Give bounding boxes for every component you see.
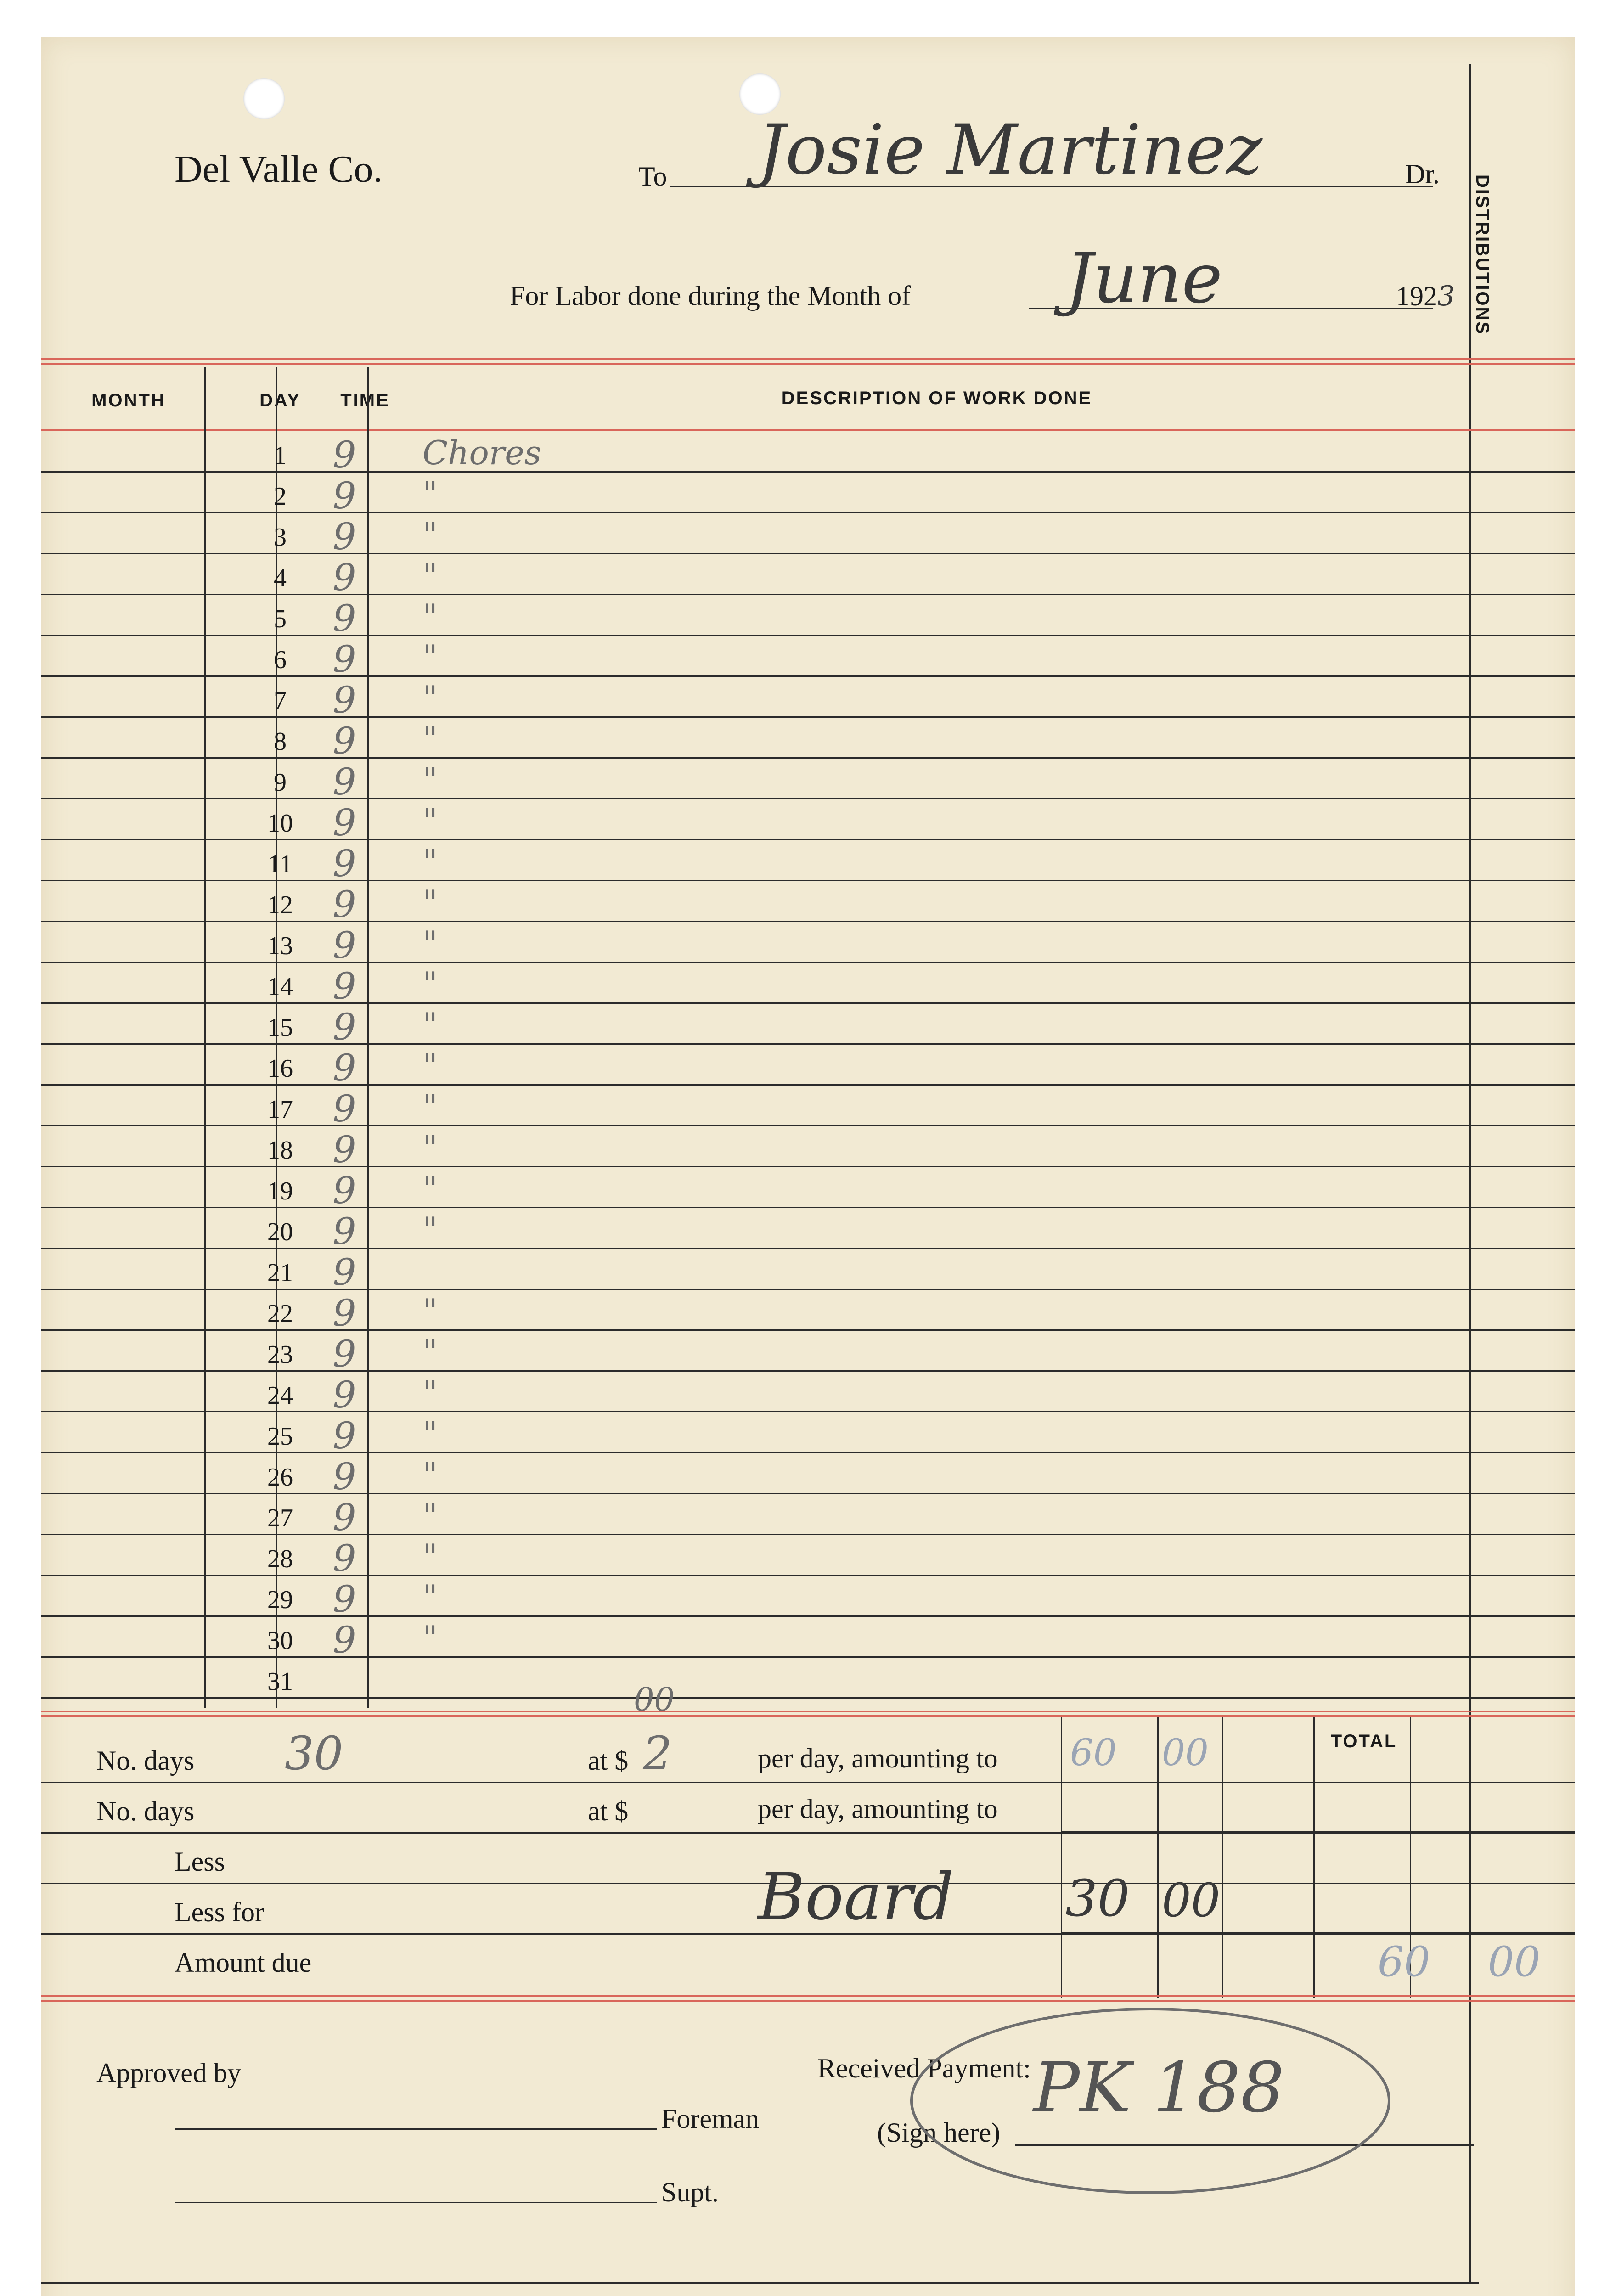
total-label: TOTAL xyxy=(1330,1731,1397,1751)
day-number: 10 xyxy=(267,809,293,838)
time-value[interactable]: 9 xyxy=(332,1128,356,1171)
day-number: 16 xyxy=(267,1054,293,1083)
punch-hole xyxy=(739,73,781,115)
work-description[interactable]: " xyxy=(422,801,438,840)
time-value[interactable]: 9 xyxy=(332,1455,356,1498)
day-number: 5 xyxy=(274,605,287,633)
work-description[interactable]: " xyxy=(422,556,438,595)
time-value[interactable]: 9 xyxy=(332,1292,356,1334)
foreman-label: Foreman xyxy=(661,2104,760,2134)
day-number: 20 xyxy=(267,1218,293,1246)
table-row xyxy=(41,1290,1511,1334)
table-row xyxy=(41,473,1511,517)
table-row xyxy=(41,881,1511,926)
work-description[interactable]: " xyxy=(422,720,438,758)
time-value[interactable]: 9 xyxy=(332,1578,356,1621)
time-value[interactable]: 9 xyxy=(332,801,356,844)
table-row xyxy=(41,799,1511,844)
at-label-2: at $ xyxy=(588,1796,629,1826)
table-row xyxy=(41,1494,1511,1539)
rate-cents[interactable]: 00 xyxy=(634,1681,675,1718)
day-number: 9 xyxy=(274,768,287,797)
time-value[interactable]: 9 xyxy=(332,965,356,1007)
time-value[interactable]: 9 xyxy=(332,1333,356,1375)
work-description[interactable]: " xyxy=(422,638,438,676)
dollars-divider xyxy=(1061,1717,1062,1998)
table-row xyxy=(41,840,1511,885)
day-number: 1 xyxy=(274,441,287,470)
day-number: 3 xyxy=(274,523,287,551)
table-row xyxy=(41,595,1511,640)
work-description[interactable]: " xyxy=(422,1537,438,1576)
less-label: Less xyxy=(175,1846,225,1877)
day-number: 30 xyxy=(267,1626,293,1655)
time-value[interactable]: 9 xyxy=(332,842,356,885)
table-row xyxy=(41,513,1511,558)
day-number: 23 xyxy=(267,1340,293,1369)
work-description[interactable]: " xyxy=(422,1169,438,1208)
no-days-label: No. days xyxy=(96,1745,195,1776)
day-number: 12 xyxy=(267,891,293,919)
day-number: 11 xyxy=(268,850,293,878)
day-number: 15 xyxy=(267,1013,293,1042)
work-description[interactable]: " xyxy=(422,1578,438,1616)
amount-due-dollars[interactable]: 60 xyxy=(1378,1938,1430,1986)
day-number: 14 xyxy=(267,973,293,1001)
less-for-item[interactable]: Board xyxy=(758,1860,954,1935)
table-row xyxy=(41,1167,1511,1212)
per-day-label: per day, amounting to xyxy=(758,1743,998,1773)
total-divider xyxy=(1313,1717,1315,1998)
table-row xyxy=(41,1086,1511,1130)
time-value[interactable]: 9 xyxy=(332,597,356,640)
day-rows xyxy=(41,432,1575,1708)
supt-line[interactable] xyxy=(175,2202,657,2203)
per-day-label-2: per day, amounting to xyxy=(758,1794,998,1824)
row-rule xyxy=(41,1697,1575,1699)
day-number: 19 xyxy=(267,1177,293,1205)
rate-value[interactable]: 2 xyxy=(643,1727,672,1780)
time-value[interactable]: 9 xyxy=(332,1047,356,1089)
punch-hole xyxy=(243,78,285,119)
col-day: DAY xyxy=(259,390,301,411)
payee-name[interactable]: Josie Martinez xyxy=(758,110,1263,190)
time-value[interactable]: 9 xyxy=(332,760,356,803)
time-value[interactable]: 9 xyxy=(332,679,356,721)
day-number: 27 xyxy=(267,1504,293,1532)
cents-divider xyxy=(1157,1717,1159,1998)
day-number: 26 xyxy=(267,1463,293,1491)
amount-dollars[interactable]: 60 xyxy=(1070,1731,1117,1774)
day-number: 25 xyxy=(267,1422,293,1451)
to-label: To xyxy=(638,161,667,191)
work-description[interactable]: " xyxy=(422,1414,438,1453)
table-row xyxy=(41,963,1511,1007)
table-row xyxy=(41,636,1511,681)
time-value[interactable]: 9 xyxy=(332,1537,356,1580)
distributions-label: DISTRIBUTIONS xyxy=(1472,174,1492,336)
time-value[interactable]: 9 xyxy=(332,638,356,681)
time-value[interactable]: 9 xyxy=(332,1251,356,1294)
table-row xyxy=(41,1208,1511,1253)
day-number: 22 xyxy=(267,1300,293,1328)
less-for-cents[interactable]: 00 xyxy=(1162,1874,1221,1927)
work-description[interactable]: " xyxy=(422,1087,438,1126)
time-value[interactable]: 9 xyxy=(332,1087,356,1130)
col-time: TIME xyxy=(340,390,390,411)
less-for-label: Less for xyxy=(175,1897,264,1927)
table-row xyxy=(41,1453,1511,1498)
day-number: 21 xyxy=(267,1259,293,1287)
work-description[interactable]: " xyxy=(422,679,438,717)
at-label: at $ xyxy=(588,1745,629,1776)
day-number: 13 xyxy=(267,932,293,960)
signature-mark[interactable]: PK 188 xyxy=(1033,2048,1284,2128)
work-description[interactable]: " xyxy=(422,883,438,922)
work-description[interactable]: " xyxy=(422,842,438,881)
time-value[interactable]: 9 xyxy=(332,556,356,599)
day-number: 31 xyxy=(267,1667,293,1696)
table-row xyxy=(41,922,1511,967)
year-field xyxy=(1396,280,1455,312)
work-description[interactable]: " xyxy=(422,515,438,554)
table-row xyxy=(41,554,1511,599)
work-description[interactable]: " xyxy=(422,474,438,513)
work-description[interactable]: " xyxy=(422,1455,438,1494)
work-description[interactable]: " xyxy=(422,1128,438,1167)
form-bottom-rule xyxy=(41,2282,1479,2284)
time-value[interactable]: 9 xyxy=(332,883,356,926)
days-value[interactable]: 30 xyxy=(285,1727,343,1780)
work-description[interactable]: Chores xyxy=(422,433,541,472)
year-prefix: 192 xyxy=(1396,281,1437,311)
time-value[interactable]: 9 xyxy=(332,433,356,476)
table-row xyxy=(41,759,1511,803)
time-value[interactable]: 9 xyxy=(332,515,356,558)
day-number: 2 xyxy=(274,482,287,511)
payroll-form xyxy=(41,37,1575,2296)
work-description[interactable]: " xyxy=(422,1373,438,1412)
amount-due-label: Amount due xyxy=(175,1947,312,1978)
table-row xyxy=(41,1004,1511,1048)
amount-cents[interactable]: 00 xyxy=(1162,1731,1209,1774)
work-description[interactable]: " xyxy=(422,1333,438,1371)
time-value[interactable]: 9 xyxy=(332,720,356,762)
work-description[interactable]: " xyxy=(422,1047,438,1085)
work-description[interactable]: " xyxy=(422,1006,438,1044)
time-value[interactable]: 9 xyxy=(332,1414,356,1457)
less-for-dollars[interactable]: 30 xyxy=(1065,1869,1130,1928)
col-description: DESCRIPTION OF WORK DONE xyxy=(781,388,1092,408)
day-number: 17 xyxy=(267,1095,293,1124)
table-row xyxy=(41,1576,1511,1621)
table-row xyxy=(41,1126,1511,1171)
table-row xyxy=(41,677,1511,721)
day-number: 24 xyxy=(267,1381,293,1410)
supt-label: Supt. xyxy=(661,2177,719,2207)
day-number: 18 xyxy=(267,1136,293,1165)
table-row xyxy=(41,1658,1511,1699)
time-value[interactable]: 9 xyxy=(332,1619,356,1661)
time-value[interactable]: 9 xyxy=(332,1169,356,1212)
summary-bottom-rule xyxy=(41,1995,1575,1997)
table-row xyxy=(41,1045,1511,1089)
table-row xyxy=(41,1249,1511,1294)
day-number: 4 xyxy=(274,564,287,592)
day-number: 8 xyxy=(274,727,287,756)
summary-top-rule xyxy=(41,1711,1575,1712)
work-description[interactable]: " xyxy=(422,760,438,799)
time-value[interactable]: 9 xyxy=(332,1006,356,1048)
table-row xyxy=(41,1617,1511,1661)
table-row xyxy=(41,1535,1511,1580)
work-description[interactable]: " xyxy=(422,1292,438,1330)
month-value[interactable]: June xyxy=(1065,239,1223,319)
work-description[interactable]: " xyxy=(422,965,438,1003)
foreman-line[interactable] xyxy=(175,2128,657,2130)
year-suffix[interactable]: 3 xyxy=(1437,280,1455,312)
work-description[interactable]: " xyxy=(422,924,438,962)
col-month: MONTH xyxy=(91,390,166,411)
sign-label: (Sign here) xyxy=(877,2117,1001,2148)
work-description[interactable]: " xyxy=(422,1210,438,1249)
work-description[interactable]: " xyxy=(422,597,438,636)
labor-label: For Labor done during the Month of xyxy=(510,281,911,311)
time-value[interactable]: 9 xyxy=(332,924,356,967)
table-row xyxy=(41,1331,1511,1375)
time-value[interactable]: 9 xyxy=(332,474,356,517)
table-row xyxy=(41,718,1511,762)
table-top-rule xyxy=(41,358,1575,360)
day-number: 28 xyxy=(267,1545,293,1573)
amount-due-cents[interactable]: 00 xyxy=(1488,1938,1541,1986)
day-number: 6 xyxy=(274,646,287,674)
table-row xyxy=(41,1372,1511,1416)
day-number: 29 xyxy=(267,1586,293,1614)
dr-label: Dr. xyxy=(1405,159,1440,189)
time-value[interactable]: 9 xyxy=(332,1496,356,1539)
time-value[interactable]: 9 xyxy=(332,1373,356,1416)
work-description[interactable]: " xyxy=(422,1496,438,1535)
approved-label: Approved by xyxy=(96,2058,241,2088)
received-label: Received Payment: xyxy=(817,2053,1031,2083)
day-number: 7 xyxy=(274,687,287,715)
table-row xyxy=(41,432,1511,476)
time-value[interactable]: 9 xyxy=(332,1210,356,1253)
no-days-label-2: No. days xyxy=(96,1796,195,1826)
table-row xyxy=(41,1412,1511,1457)
work-description[interactable]: " xyxy=(422,1619,438,1657)
company-name: Del Valle Co. xyxy=(175,148,383,191)
